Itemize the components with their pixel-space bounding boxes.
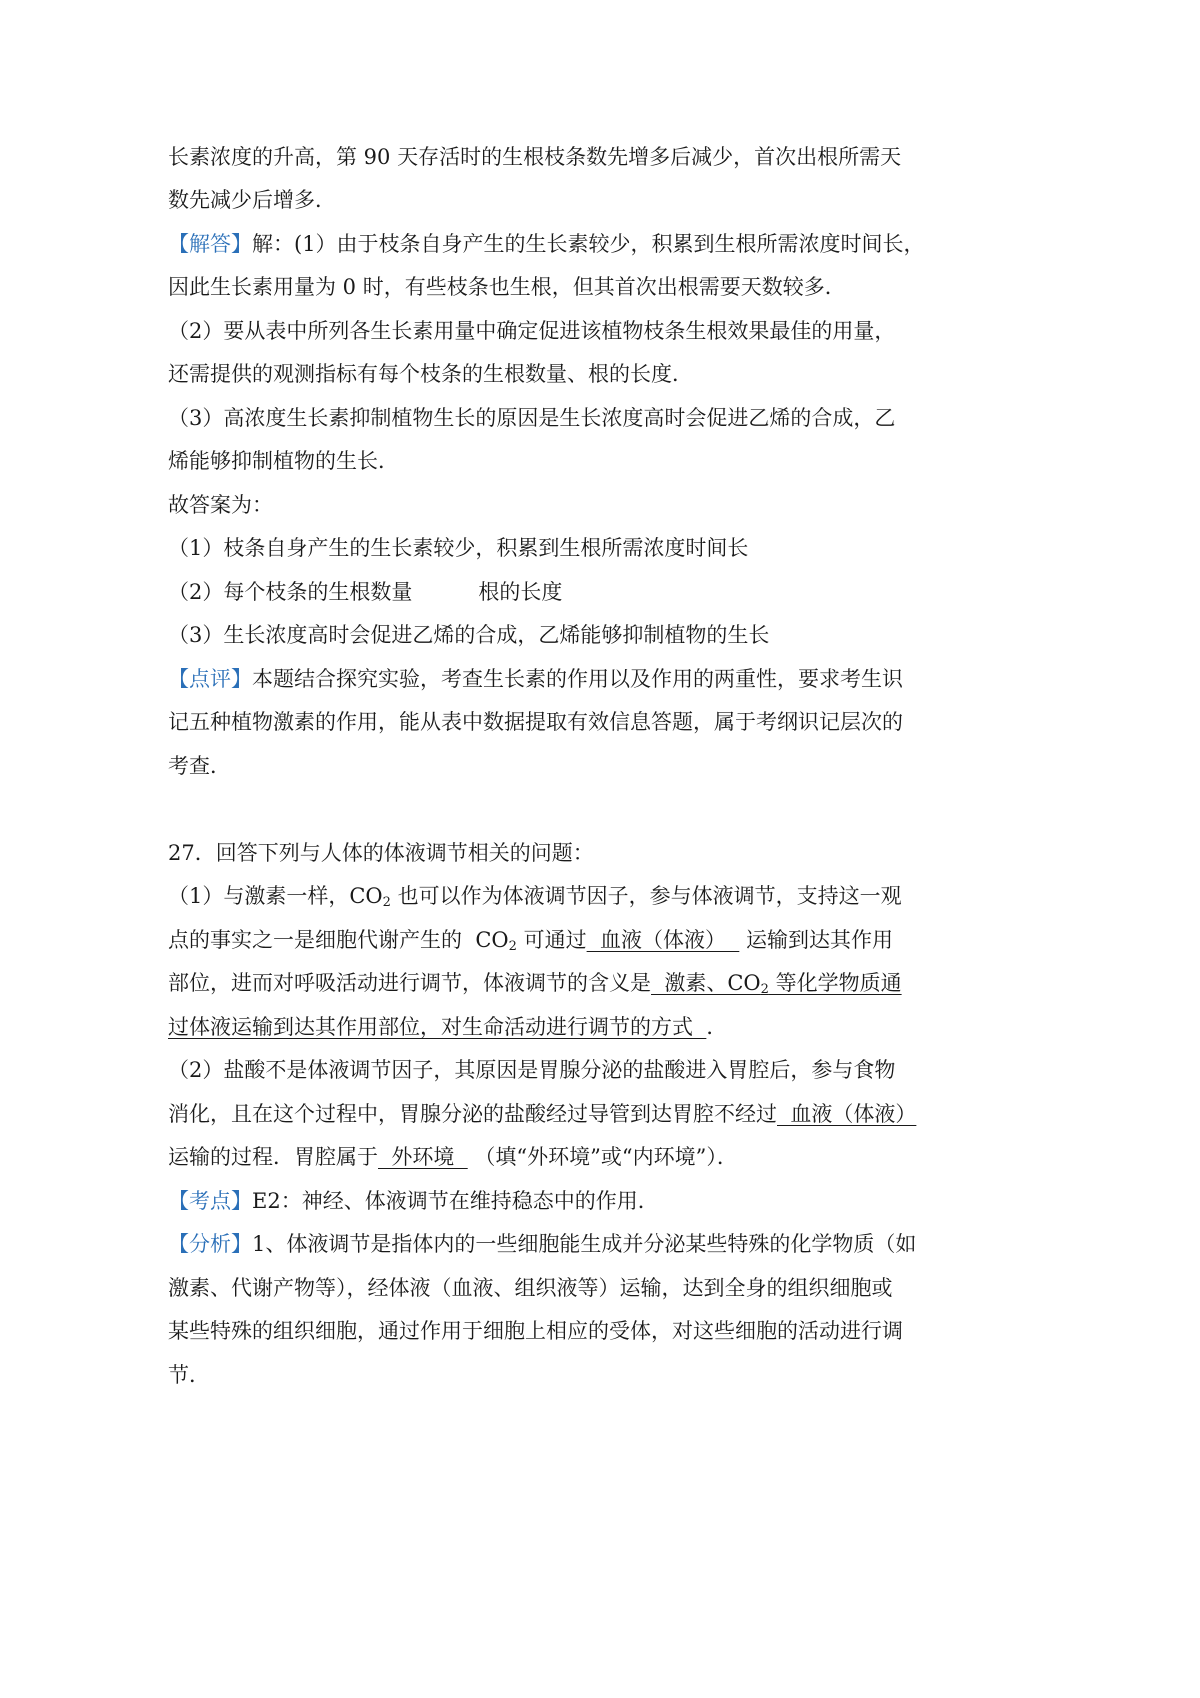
text: 消化，且在这个过程中，胃腺分泌的盐酸经过导管到达胃腔不经过 (168, 1102, 777, 1126)
text-line (168, 316, 948, 346)
text: 激素、CO (651, 971, 761, 995)
answer-line (168, 229, 948, 259)
answer-tag: 【解答】 (168, 232, 252, 256)
text-line (168, 446, 948, 476)
text: （填“外环境”或“内环境”）． (467, 1145, 738, 1169)
analysis-tag: 【分析】 (168, 1232, 252, 1256)
text: （1）与激素一样，CO (168, 884, 383, 908)
text: 长素浓度的升高，第 90 天存活时的生根枝条数先增多后减少，首次出根所需天 (168, 145, 902, 169)
text: 烯能够抑制植物的生长． (168, 449, 399, 473)
text-line (168, 185, 948, 215)
text-line (168, 751, 948, 781)
text: ． (706, 1015, 728, 1039)
text-line (168, 490, 948, 520)
keypoint-tag: 【考点】 (168, 1189, 252, 1213)
text-line (168, 533, 948, 563)
text-line (168, 1273, 948, 1303)
text: E2：神经、体液调节在维持稳态中的作用． (252, 1189, 659, 1213)
subscript: 2 (382, 895, 391, 910)
text: 运输的过程．胃腔属于 (168, 1145, 378, 1169)
answer-blank: 过体液运输到达其作用部位，对生命活动进行调节的方式 (168, 1015, 707, 1039)
subscript: 2 (508, 939, 517, 954)
comment-tag: 【点评】 (168, 667, 252, 691)
text-line (168, 403, 948, 433)
answer-blank: 血液（体液） (586, 928, 740, 952)
text: （1）枝条自身产生的生长素较少，积累到生根所需浓度时间长 (168, 536, 749, 560)
text: 激素、代谢产物等），经体液（血液、组织液等）运输，达到全身的组织细胞或 (168, 1276, 893, 1300)
text: 运输到达其作用 (739, 928, 893, 952)
text: 等化学物质通 (768, 971, 902, 995)
text: 可通过 (516, 928, 587, 952)
text: 根的长度 (478, 580, 563, 604)
text: 节． (168, 1363, 210, 1387)
answer-blank (651, 971, 902, 995)
text: 记五种植物激素的作用，能从表中数据提取有效信息答题，属于考纲识记层次的 (168, 710, 903, 734)
text: （2）每个枝条的生根数量 (168, 580, 413, 604)
text-line (168, 1360, 948, 1390)
comment-line (168, 664, 948, 694)
text-line (168, 881, 948, 911)
text: 解：(1）由于枝条自身产生的生长素较少，积累到生根所需浓度时间长， (252, 232, 925, 256)
text: 数先减少后增多． (168, 188, 336, 212)
text: 本题结合探究实验，考查生长素的作用以及作用的两重性，要求考生识 (252, 667, 903, 691)
answer-blank: 血液（体液） (777, 1102, 917, 1126)
subscript: 2 (760, 982, 769, 997)
text: 1、体液调节是指体内的一些细胞能生成并分泌某些特殊的化学物质（如 (252, 1232, 917, 1256)
text-line (168, 577, 948, 607)
answer-blank: 外环境 (378, 1145, 468, 1169)
text-line (168, 968, 948, 998)
analysis-line (168, 1229, 948, 1259)
text: 因此生长素用量为 0 时，有些枝条也生根，但其首次出根需要天数较多． (168, 275, 846, 299)
text: （2）要从表中所列各生长素用量中确定促进该植物枝条生根效果最佳的用量， (168, 319, 896, 343)
text-line (168, 620, 948, 650)
text: （2）盐酸不是体液调节因子，其原因是胃腺分泌的盐酸进入胃腔后，参与食物 (168, 1058, 896, 1082)
text: 故答案为： (168, 493, 273, 517)
text: 还需提供的观测指标有每个枝条的生根数量、根的长度． (168, 362, 693, 386)
text-line (168, 707, 948, 737)
text-line (168, 1316, 948, 1346)
text: （3）高浓度生长素抑制植物生长的原因是生长浓度高时会促进乙烯的合成，乙 (168, 406, 896, 430)
text: 点的事实之一是细胞代谢产生的 CO (168, 928, 509, 952)
text-line (168, 1142, 948, 1172)
text: 部位，进而对呼吸活动进行调节，体液调节的含义是 (168, 971, 651, 995)
text: 考查． (168, 754, 231, 778)
text-line (168, 1012, 948, 1042)
text: 某些特殊的组织细胞，通过作用于细胞上相应的受体，对这些细胞的活动进行调 (168, 1319, 903, 1343)
text: 也可以作为体液调节因子，参与体液调节，支持这一观 (390, 884, 902, 908)
text-line (168, 1055, 948, 1085)
text-line (168, 142, 948, 172)
text-line (168, 1099, 948, 1129)
text-line (168, 359, 948, 389)
text: （3）生长浓度高时会促进乙烯的合成，乙烯能够抑制植物的生长 (168, 623, 770, 647)
question-title (168, 838, 948, 868)
text-line (168, 272, 948, 302)
text-line (168, 925, 948, 955)
keypoint-line (168, 1186, 948, 1216)
text: 27．回答下列与人体的体液调节相关的问题： (168, 841, 594, 865)
